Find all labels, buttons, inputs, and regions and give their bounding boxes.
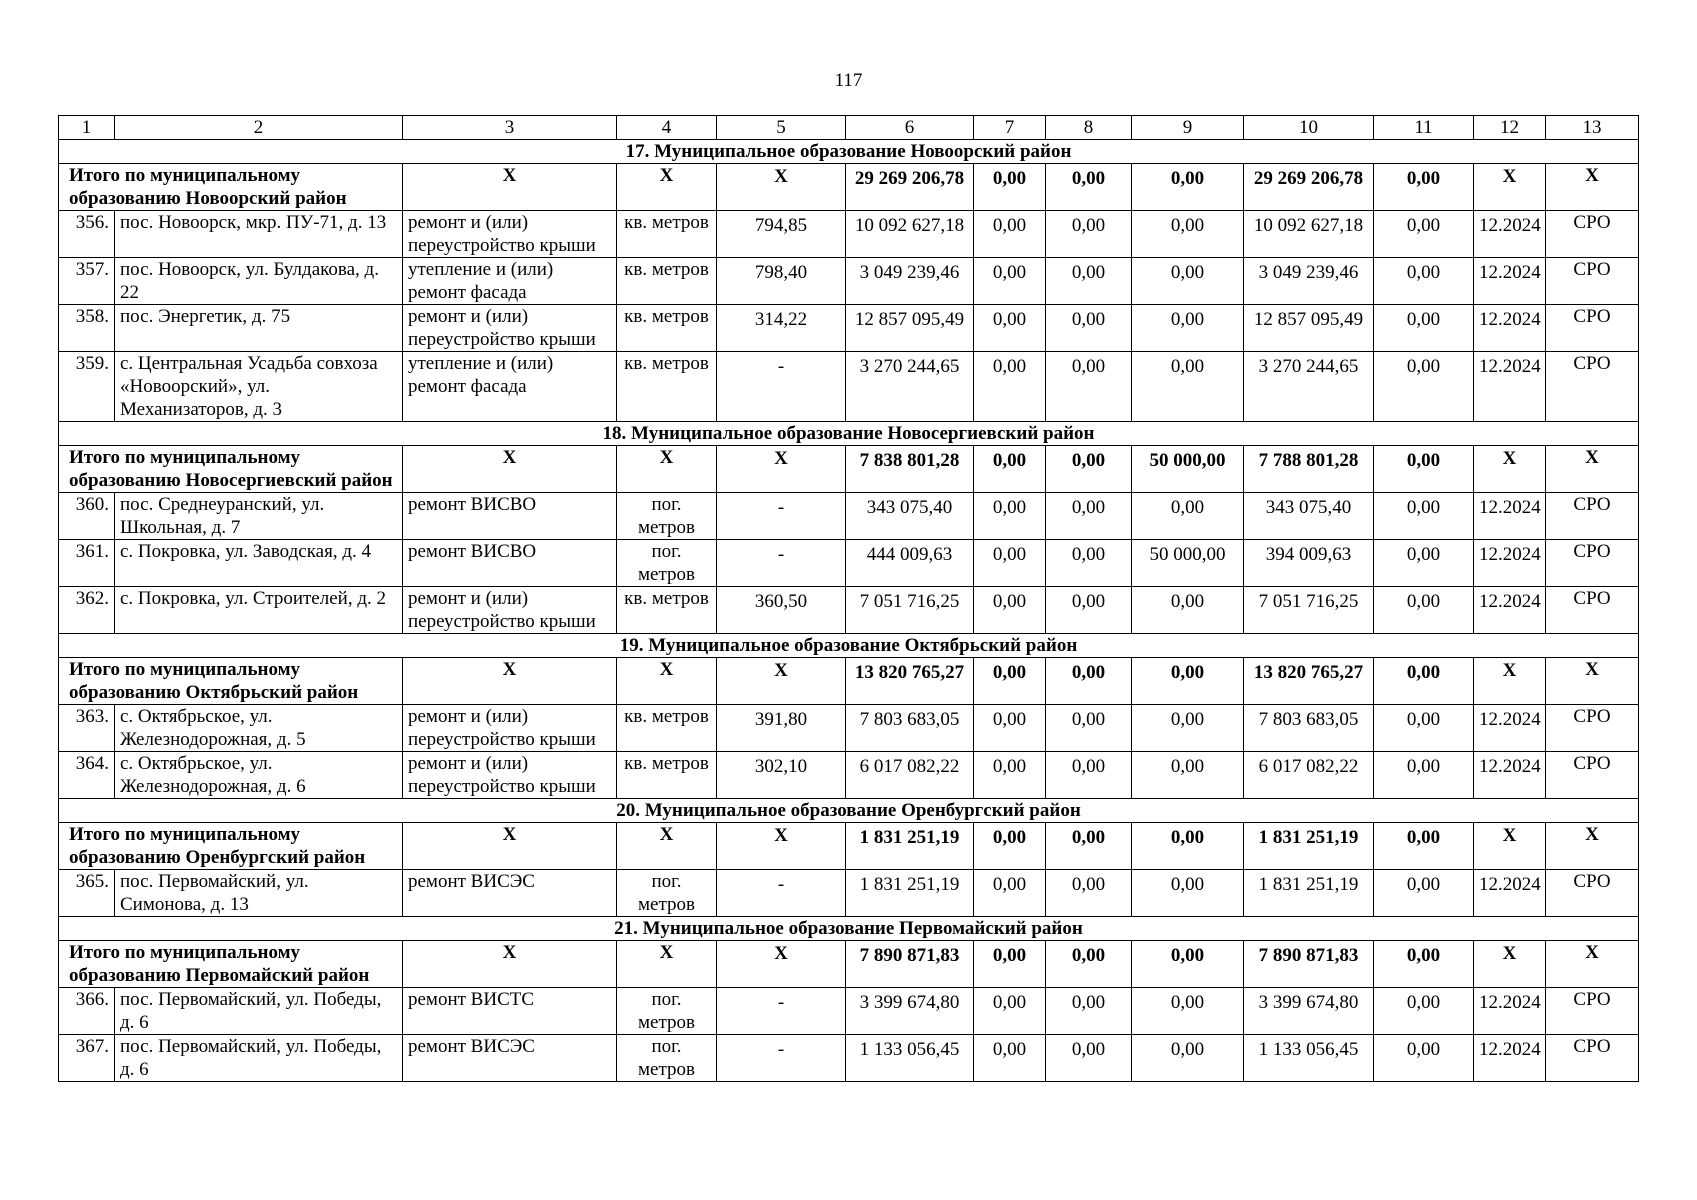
subtotal-label: Итого по муниципальному образованию Новосергиевский район [59,446,403,493]
row-value: 0,00 [974,1035,1046,1082]
subtotal-cell: Х [717,446,846,493]
row-value: 0,00 [1046,870,1132,917]
subtotal-value: 0,00 [1046,164,1132,211]
row-unit: пог. метров [617,988,717,1035]
row-contractor: СРО [1546,540,1639,587]
row-value: 314,22 [717,305,846,352]
subtotal-value: 0,00 [1132,823,1244,870]
row-value: 3 049 239,46 [1244,258,1374,305]
row-number: 360. [59,493,115,540]
subtotal-cell: Х [403,164,617,211]
row-value: 3 270 244,65 [1244,352,1374,422]
subtotal-cell: Х [1546,446,1639,493]
row-value: 343 075,40 [1244,493,1374,540]
row-value: 0,00 [1132,352,1244,422]
table-row [59,587,1639,634]
subtotal-value: 0,00 [1374,446,1474,493]
table-row [59,752,1639,799]
subtotal-cell: Х [1474,164,1546,211]
subtotal-cell: Х [1474,446,1546,493]
column-number: 7 [974,116,1046,140]
subtotal-value: 0,00 [1046,941,1132,988]
row-number: 361. [59,540,115,587]
subtotal-cell: Х [717,823,846,870]
row-value: 12.2024 [1474,211,1546,258]
row-value: 0,00 [1374,305,1474,352]
row-value: 0,00 [1374,705,1474,752]
row-value: 12.2024 [1474,305,1546,352]
row-value: 0,00 [1374,352,1474,422]
row-value: 7 051 716,25 [1244,587,1374,634]
row-value: 0,00 [974,988,1046,1035]
row-address: пос. Первомайский, ул. Симонова, д. 13 [115,870,403,917]
column-number: 3 [403,116,617,140]
subtotal-value: 0,00 [974,164,1046,211]
subtotal-value: 0,00 [1132,658,1244,705]
subtotal-cell: Х [403,446,617,493]
row-address: с. Октябрьское, ул. Железнодорожная, д. 5 [115,705,403,752]
row-number: 358. [59,305,115,352]
row-work-type: ремонт и (или) переустройство крыши [403,211,617,258]
row-value: 0,00 [1046,493,1132,540]
page-number: 117 [834,70,863,91]
subtotal-value: 0,00 [1374,164,1474,211]
subtotal-cell: Х [617,941,717,988]
row-value: 0,00 [1132,211,1244,258]
row-value: 0,00 [974,870,1046,917]
row-value: 794,85 [717,211,846,258]
section-header-row [59,140,1639,164]
row-address: пос. Среднеуранский, ул. Школьная, д. 7 [115,493,403,540]
row-unit: кв. метров [617,587,717,634]
row-work-type: ремонт ВИСВО [403,493,617,540]
row-value: 12 857 095,49 [1244,305,1374,352]
subtotal-cell: Х [403,823,617,870]
column-number: 12 [1474,116,1546,140]
row-value: 343 075,40 [846,493,974,540]
row-work-type: ремонт и (или) переустройство крыши [403,752,617,799]
subtotal-value: 1 831 251,19 [846,823,974,870]
row-value: 3 270 244,65 [846,352,974,422]
row-value: - [717,988,846,1035]
row-value: 0,00 [974,305,1046,352]
row-value: 12.2024 [1474,870,1546,917]
subtotal-cell: Х [1546,941,1639,988]
subtotal-value: 1 831 251,19 [1244,823,1374,870]
column-number: 4 [617,116,717,140]
row-value: 3 399 674,80 [1244,988,1374,1035]
row-value: 0,00 [974,752,1046,799]
row-value: 0,00 [1132,305,1244,352]
row-work-type: ремонт и (или) переустройство крыши [403,587,617,634]
column-number: 11 [1374,116,1474,140]
row-value: 6 017 082,22 [846,752,974,799]
column-number: 1 [59,116,115,140]
table-row [59,705,1639,752]
subtotal-cell: Х [1474,658,1546,705]
subtotal-value: 0,00 [1374,941,1474,988]
subtotal-row [59,164,1639,211]
section-title: 21. Муниципальное образование Первомайский район [59,917,1639,941]
row-value: 394 009,63 [1244,540,1374,587]
row-value: - [717,870,846,917]
row-address: с. Покровка, ул. Строителей, д. 2 [115,587,403,634]
section-title: 17. Муниципальное образование Новоорский район [59,140,1639,164]
row-value: 7 803 683,05 [1244,705,1374,752]
table-row [59,352,1639,422]
table-row [59,305,1639,352]
row-number: 362. [59,587,115,634]
subtotal-cell: Х [1546,823,1639,870]
subtotal-cell: Х [617,164,717,211]
row-contractor: СРО [1546,705,1639,752]
row-number: 367. [59,1035,115,1082]
row-contractor: СРО [1546,352,1639,422]
row-value: 0,00 [1374,752,1474,799]
subtotal-cell: Х [717,164,846,211]
row-address: пос. Первомайский, ул. Победы, д. 6 [115,988,403,1035]
column-number: 8 [1046,116,1132,140]
row-address: пос. Первомайский, ул. Победы, д. 6 [115,1035,403,1082]
row-number: 365. [59,870,115,917]
subtotal-value: 0,00 [974,823,1046,870]
row-work-type: утепление и (или) ремонт фасада [403,352,617,422]
row-value: 0,00 [1046,988,1132,1035]
table-row [59,211,1639,258]
subtotal-value: 0,00 [1046,658,1132,705]
subtotal-value: 0,00 [1374,658,1474,705]
subtotal-row [59,941,1639,988]
row-value: 0,00 [1132,1035,1244,1082]
column-number: 10 [1244,116,1374,140]
row-value: 0,00 [1374,870,1474,917]
row-work-type: ремонт ВИСВО [403,540,617,587]
subtotal-cell: Х [1474,941,1546,988]
row-number: 366. [59,988,115,1035]
row-unit: пог. метров [617,870,717,917]
row-value: 12.2024 [1474,258,1546,305]
row-value: 0,00 [974,493,1046,540]
subtotal-value: 0,00 [1132,164,1244,211]
row-value: 0,00 [974,211,1046,258]
row-value: 0,00 [1046,752,1132,799]
subtotal-value: 0,00 [1132,941,1244,988]
row-value: 798,40 [717,258,846,305]
subtotal-label: Итого по муниципальному образованию Первомайский район [59,941,403,988]
column-number: 5 [717,116,846,140]
row-value: - [717,1035,846,1082]
row-value: 0,00 [1374,988,1474,1035]
row-value: 6 017 082,22 [1244,752,1374,799]
row-value: 391,80 [717,705,846,752]
row-contractor: СРО [1546,988,1639,1035]
row-contractor: СРО [1546,305,1639,352]
row-contractor: СРО [1546,752,1639,799]
section-title: 20. Муниципальное образование Оренбургский район [59,799,1639,823]
row-value: 0,00 [1046,587,1132,634]
table-row [59,988,1639,1035]
section-title: 19. Муниципальное образование Октябрьский район [59,634,1639,658]
row-value: 360,50 [717,587,846,634]
row-unit: пог. метров [617,1035,717,1082]
row-address: пос. Новоорск, ул. Булдакова, д. 22 [115,258,403,305]
row-contractor: СРО [1546,870,1639,917]
row-unit: кв. метров [617,352,717,422]
subtotal-cell: Х [617,446,717,493]
row-value: 0,00 [1374,587,1474,634]
row-value: 12.2024 [1474,493,1546,540]
row-value: 0,00 [1046,705,1132,752]
row-value: 0,00 [974,540,1046,587]
row-value: 0,00 [974,705,1046,752]
section-header-row [59,422,1639,446]
row-value: 0,00 [1046,258,1132,305]
row-value: 12.2024 [1474,988,1546,1035]
row-number: 364. [59,752,115,799]
subtotal-value: 7 838 801,28 [846,446,974,493]
row-value: 0,00 [1374,258,1474,305]
row-address: с. Центральная Усадьба совхоза «Новоорский», ул. Механизаторов, д. 3 [115,352,403,422]
column-number-row [59,116,1639,140]
subtotal-cell: Х [1474,823,1546,870]
row-value: 12.2024 [1474,705,1546,752]
row-value: 0,00 [1046,211,1132,258]
row-address: пос. Энергетик, д. 75 [115,305,403,352]
table-row [59,540,1639,587]
row-unit: кв. метров [617,305,717,352]
subtotal-value: 0,00 [974,941,1046,988]
row-value: 12.2024 [1474,752,1546,799]
row-value: 0,00 [1046,540,1132,587]
table-row [59,493,1639,540]
section-header-row [59,799,1639,823]
row-unit: кв. метров [617,258,717,305]
row-value: 12.2024 [1474,540,1546,587]
row-value: - [717,540,846,587]
row-work-type: утепление и (или) ремонт фасада [403,258,617,305]
subtotal-value: 7 890 871,83 [846,941,974,988]
subtotal-value: 13 820 765,27 [846,658,974,705]
row-value: 1 831 251,19 [846,870,974,917]
subtotal-value: 50 000,00 [1132,446,1244,493]
subtotal-cell: Х [617,823,717,870]
table-row [59,870,1639,917]
repair-program-table [58,115,1639,1082]
subtotal-value: 7 890 871,83 [1244,941,1374,988]
subtotal-cell: Х [617,658,717,705]
subtotal-row [59,823,1639,870]
subtotal-value: 0,00 [1046,446,1132,493]
row-value: 0,00 [1374,1035,1474,1082]
row-unit: пог. метров [617,540,717,587]
subtotal-value: 7 788 801,28 [1244,446,1374,493]
row-value: 0,00 [974,587,1046,634]
row-address: пос. Новоорск, мкр. ПУ-71, д. 13 [115,211,403,258]
row-work-type: ремонт ВИСЭС [403,1035,617,1082]
row-value: - [717,493,846,540]
row-value: 0,00 [1132,258,1244,305]
row-value: 1 133 056,45 [1244,1035,1374,1082]
row-work-type: ремонт ВИСТС [403,988,617,1035]
table-row [59,1035,1639,1082]
row-value: 0,00 [1132,870,1244,917]
subtotal-row [59,446,1639,493]
row-unit: кв. метров [617,211,717,258]
row-work-type: ремонт ВИСЭС [403,870,617,917]
row-contractor: СРО [1546,211,1639,258]
subtotal-value: 0,00 [1374,823,1474,870]
subtotal-value: 0,00 [1046,823,1132,870]
row-value: 0,00 [1046,352,1132,422]
row-value: 0,00 [1046,305,1132,352]
row-value: 0,00 [1046,1035,1132,1082]
row-value: 12 857 095,49 [846,305,974,352]
subtotal-cell: Х [1546,658,1639,705]
row-value: 0,00 [974,352,1046,422]
subtotal-cell: Х [1546,164,1639,211]
row-value: 0,00 [1374,211,1474,258]
row-address: с. Октябрьское, ул. Железнодорожная, д. 6 [115,752,403,799]
row-value: 7 051 716,25 [846,587,974,634]
row-value: 0,00 [1132,988,1244,1035]
subtotal-value: 29 269 206,78 [1244,164,1374,211]
row-value: 50 000,00 [1132,540,1244,587]
column-number: 9 [1132,116,1244,140]
row-contractor: СРО [1546,258,1639,305]
row-value: 10 092 627,18 [846,211,974,258]
row-value: 0,00 [1132,705,1244,752]
row-number: 363. [59,705,115,752]
subtotal-value: 0,00 [974,446,1046,493]
row-value: 444 009,63 [846,540,974,587]
row-value: 7 803 683,05 [846,705,974,752]
row-contractor: СРО [1546,493,1639,540]
subtotal-label: Итого по муниципальному образованию Оренбургский район [59,823,403,870]
row-value: 12.2024 [1474,1035,1546,1082]
row-value: 0,00 [1374,540,1474,587]
row-value: 1 831 251,19 [1244,870,1374,917]
row-value: 0,00 [1132,587,1244,634]
subtotal-cell: Х [403,941,617,988]
row-value: 0,00 [1132,493,1244,540]
row-address: с. Покровка, ул. Заводская, д. 4 [115,540,403,587]
subtotal-cell: Х [717,658,846,705]
section-header-row [59,634,1639,658]
column-number: 6 [846,116,974,140]
row-value: 1 133 056,45 [846,1035,974,1082]
row-value: 0,00 [1132,752,1244,799]
row-value: 3 399 674,80 [846,988,974,1035]
subtotal-value: 0,00 [974,658,1046,705]
row-contractor: СРО [1546,587,1639,634]
subtotal-row [59,658,1639,705]
row-work-type: ремонт и (или) переустройство крыши [403,305,617,352]
row-unit: пог. метров [617,493,717,540]
row-value: 12.2024 [1474,352,1546,422]
section-title: 18. Муниципальное образование Новосергиевский район [59,422,1639,446]
column-number: 13 [1546,116,1639,140]
row-number: 359. [59,352,115,422]
subtotal-label: Итого по муниципальному образованию Октябрьский район [59,658,403,705]
row-contractor: СРО [1546,1035,1639,1082]
section-header-row [59,917,1639,941]
subtotal-cell: Х [717,941,846,988]
row-value: - [717,352,846,422]
row-value: 3 049 239,46 [846,258,974,305]
row-value: 0,00 [1374,493,1474,540]
subtotal-value: 29 269 206,78 [846,164,974,211]
subtotal-label: Итого по муниципальному образованию Новоорский район [59,164,403,211]
subtotal-cell: Х [403,658,617,705]
subtotal-value: 13 820 765,27 [1244,658,1374,705]
row-work-type: ремонт и (или) переустройство крыши [403,705,617,752]
row-unit: кв. метров [617,752,717,799]
row-unit: кв. метров [617,705,717,752]
row-value: 12.2024 [1474,587,1546,634]
table-row [59,258,1639,305]
column-number: 2 [115,116,403,140]
row-value: 10 092 627,18 [1244,211,1374,258]
row-value: 0,00 [974,258,1046,305]
row-value: 302,10 [717,752,846,799]
row-number: 356. [59,211,115,258]
row-number: 357. [59,258,115,305]
